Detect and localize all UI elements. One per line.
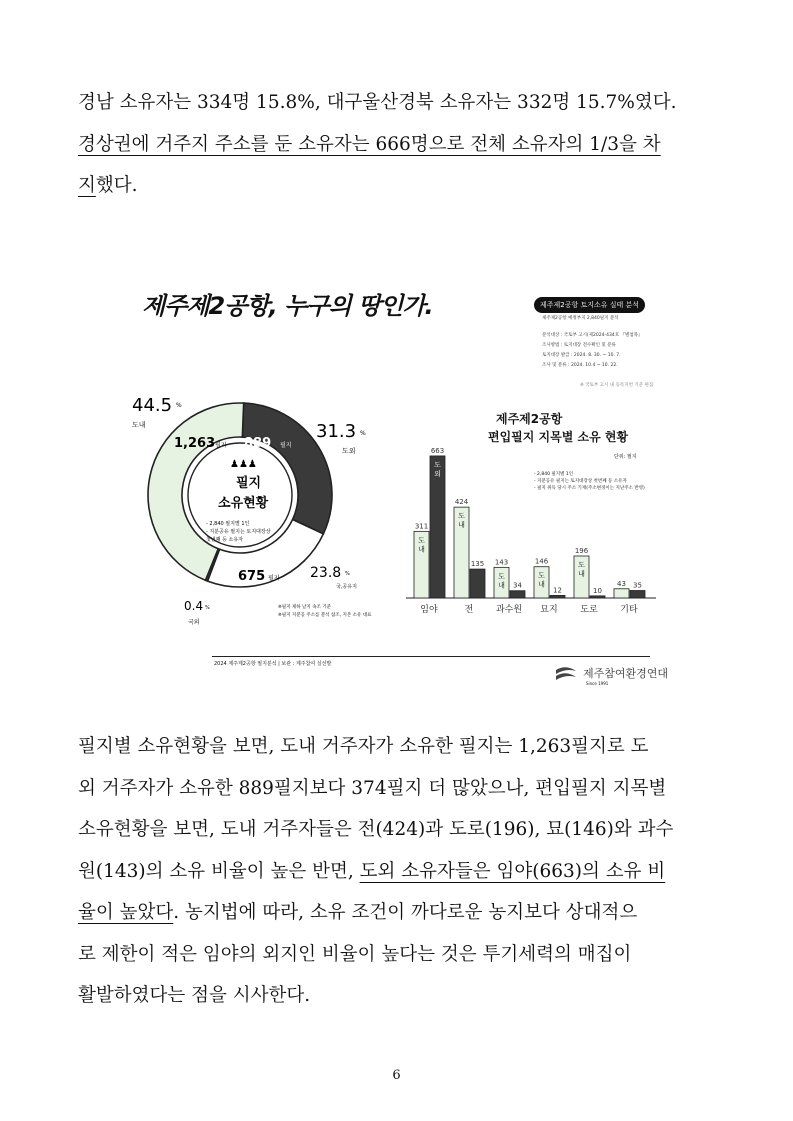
people-icon: ♟♟♟ [230,459,257,470]
org-logo-text: 제주참여환경연대 [583,667,669,680]
bar-value-label: 143 [494,558,509,567]
bar-series-label: 내 [458,521,465,530]
pct-sign: % [360,430,366,437]
logo-mark-icon [554,666,578,682]
unit-do: 필지 [280,442,292,449]
bar-series-label: 내 [538,580,545,589]
bar-series-label: 외 [434,469,441,478]
label-gong: 국,공유지 [336,584,357,590]
text-line-underlined: 경상권에 거주지 주소를 둔 소유자는 666명으로 전체 소유자의 1/3을 차 [78,133,661,155]
bar-series-label: 도 [578,561,585,569]
paragraph-analysis [78,726,718,1017]
text-line [78,165,718,207]
pct-sign: % [345,571,350,577]
bar-value-label: 12 [553,586,562,595]
bar-series-label: 도 [538,571,545,580]
bar-series-label: 내 [498,581,505,590]
underlined-fragment: 율이 높았다 [78,902,174,923]
bar-chart-title-2: 편입필지 지목별 소유 현황 [488,430,629,444]
pct-sign: % [176,402,182,409]
bar-value-label: 135 [470,560,485,569]
text-line [78,892,718,934]
bar-value-label: 10 [593,586,602,595]
bar-value-label: 424 [454,498,469,507]
category-label: 기타 [620,605,638,615]
bar-doe [550,595,565,598]
center-note: - 2,840 필지별 1인 [206,521,250,527]
category-label: 묘지 [540,605,558,615]
bar-note: - 필지 취득 당시 주소 기재(주소변경이는 지난주소 반영) [534,486,645,491]
text-line: 로 제한이 적은 임야의 외지인 비율이 높다는 것은 투기세력의 매집이 [78,943,632,965]
paragraph-ownership-region [78,82,718,207]
text-fragment: 했다. [95,175,138,196]
page-number: 6 [392,1068,401,1083]
bar-chart-title-1: 제주제2공항 [496,412,563,426]
category-label: 임야 [420,605,438,615]
footer-divider [212,656,650,657]
meta-line: 분석대상 : 국토부 고시(제2024-434호 『별첨목』 [542,333,643,338]
bar-chart-unit: 단위: 필지 [614,454,637,460]
category-label: 과수원 [495,605,523,615]
text-line: 외 거주자가 소유한 889필지보다 374필지 더 많았으나, 편입필지 지목별 [78,777,667,799]
bar-value-label: 43 [617,579,626,588]
count-do: 889 [244,436,272,451]
bar-donae [614,589,629,598]
org-logo-since: Since 1991 [586,681,609,686]
ownership-donut-chart [132,385,400,645]
center-title-1: 필지 [236,476,262,491]
pct-sign: % [205,605,210,611]
text-fragment: . 농지법에 따라, 소유 조건이 까다로운 농지보다 상대적으 [173,902,638,923]
bar-note: - 2,840 필지별 1인 [534,472,574,477]
text-line [78,851,718,893]
pct-do: 31.3 [316,421,357,442]
center-note: - 지분공유 필지는 토지대장상 [206,529,271,535]
bar-series-label: 도 [434,460,441,469]
donut-footnote: ※필지 제하 날지 속조 기준 [278,605,331,610]
bar-value-label: 311 [414,522,429,531]
infographic-footer: 2024 제주제2공항 필지분석 | 보관 : 제주참여 실선발 [214,661,332,667]
bar-value-label: 35 [633,581,642,590]
text-line: 경남 소유자는 334명 15.8%, 대구울산경북 소유자는 332명 15.7%였다. [78,92,677,113]
unit-gong: 필지 [268,575,280,582]
bar-series-label: 내 [418,545,425,554]
land-category-bar-chart [406,430,666,630]
unit-dn: 필지 [215,442,227,449]
label-dn: 도내 [132,421,146,429]
bar-series-label: 내 [578,570,585,578]
bar-doe [470,569,485,598]
meta-note: ※ 국토부 고시 내 등록지번 기준 편집 [580,383,654,388]
meta-line: 제주제2공항 예정부지 2,840필지 분석 [542,316,619,321]
donut-footnote: ※필지 지분공 주소를 분석 참조, 지본 소유 대표 [278,613,372,618]
category-label: 도로 [580,605,598,615]
bar-doe [590,596,605,598]
underlined-fragment: 지 [78,175,96,196]
analysis-tag: 제주제2공항 토지소유 실태 분석 [534,297,645,313]
meta-line: 조사 및 분류 : 2024. 10.4 ~ 10. 22. [542,363,618,368]
bar-value-label: 196 [574,547,589,555]
bar-value-label: 663 [430,446,445,455]
bar-series-label: 도 [498,572,505,581]
text-fragment: 원(143)의 소유 비율이 높은 반면, [78,860,360,882]
infographic [132,270,670,690]
meta-line: 조사방법 : 토지대장 전수확인 및 분류 [542,343,616,348]
pct-gong: 23.8 [310,565,342,581]
bar-doe [630,591,645,599]
text-line: 소유현황을 보면, 도내 거주자들은 전(424)과 도로(196), 묘(146)와 과수 [78,819,674,840]
bar-series-label: 도 [458,512,465,521]
bar-doe [510,591,525,598]
text-line: 활발하였다는 점을 시사한다. [78,985,311,1006]
center-title-2: 소유현황 [218,496,269,511]
category-label: 전 [464,605,474,615]
pct-abroad: 0.4 [184,599,204,613]
underlined-fragment: 도외 소유자들은 임야(663)의 소유 비 [359,860,666,882]
center-note: 첫번째 등 소유자 [206,537,243,543]
pct-dn: 44.5 [132,395,173,416]
text-line: 필지별 소유현황을 보면, 도내 거주자가 소유한 필지는 1,263필지로 도 [78,736,649,757]
bar-note: - 지분공유 필지는 토지대장상 첫번째 등 소유자 [534,479,627,484]
infographic-title: 제주제2공항, 누구의 땅인가. [142,292,433,320]
count-dn: 1,263 [174,436,216,451]
label-abroad: 국외 [188,619,200,626]
meta-line: 토지대장 발급 : 2024. 8. 30. ~ 10. 7. [542,353,621,358]
bar-value-label: 146 [534,557,549,566]
count-gong: 675 [238,569,266,584]
label-do: 도외 [342,447,356,455]
bar-value-label: 34 [513,581,522,590]
bar-series-label: 도 [418,536,425,545]
